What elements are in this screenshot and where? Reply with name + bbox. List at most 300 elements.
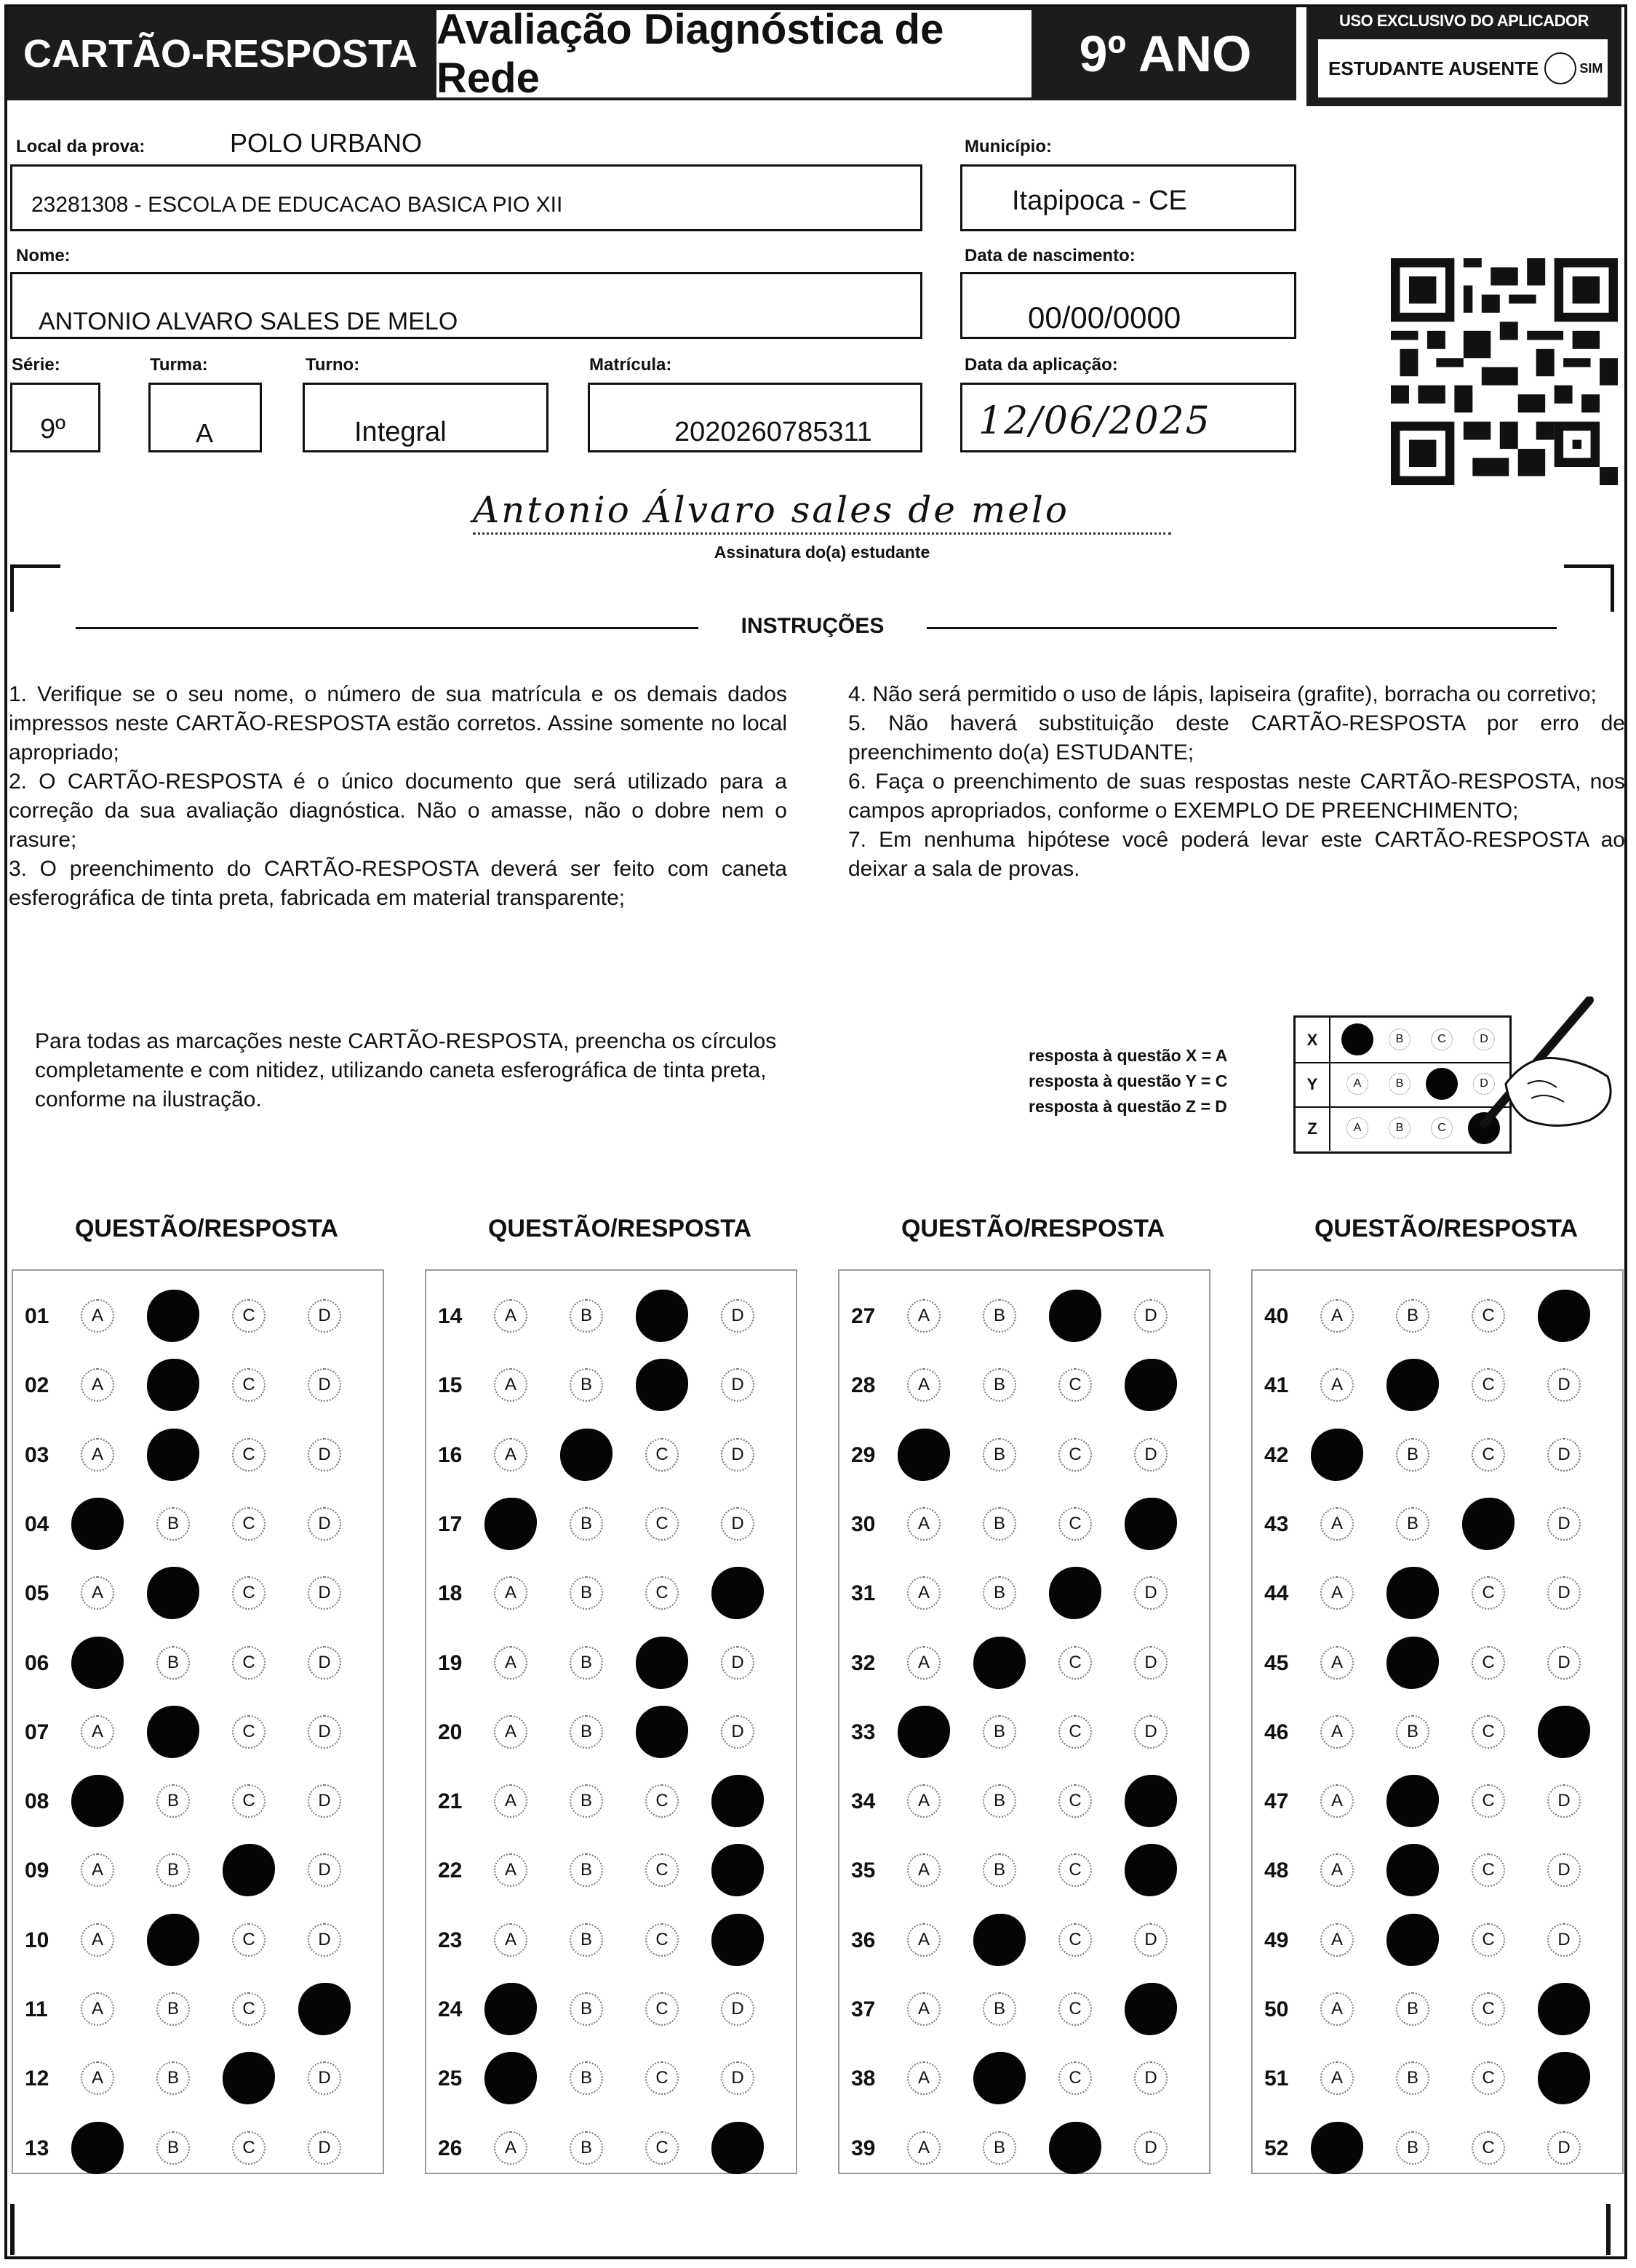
question-row [1251,1503,1624,1546]
nascimento-box [960,272,1296,339]
answer-bubble-filled[interactable] [147,1567,199,1619]
answer-bubble[interactable] [308,1507,341,1541]
turma-box [148,383,262,452]
answer-bubble[interactable] [570,1923,603,1957]
answer-bubble-filled[interactable] [1311,2122,1363,2174]
answer-bubble-filled[interactable] [711,1567,764,1619]
bubble-letter: D [1557,2137,1571,2157]
question-number: 01 [25,1304,49,1328]
answer-bubble[interactable] [1320,1646,1354,1680]
answer-bubble[interactable] [1058,1646,1092,1680]
answer-bubble[interactable] [645,1438,679,1472]
answer-bubble[interactable] [1058,1715,1092,1749]
answer-bubble[interactable] [308,1576,341,1610]
question-number: 47 [1264,1789,1289,1814]
answer-bubble[interactable] [721,1646,754,1680]
answer-bubble-filled[interactable] [1462,1498,1515,1550]
answer-bubble-filled[interactable] [147,1914,199,1966]
instructions-left [9,680,787,913]
answer-bubble[interactable] [1396,2061,1429,2095]
answer-bubble-filled[interactable] [223,2052,275,2104]
answer-bubble-filled[interactable] [147,1359,199,1411]
answer-bubble[interactable] [308,1438,341,1472]
answer-bubble[interactable] [494,2131,527,2165]
answer-bubble[interactable] [1547,1507,1581,1541]
answer-bubble[interactable] [494,1299,527,1333]
question-row [12,1642,384,1685]
answer-bubble[interactable] [1396,1715,1429,1749]
question-number: 52 [1264,2136,1289,2160]
answer-bubble[interactable] [1320,1853,1354,1887]
answer-bubble[interactable] [1320,1299,1354,1333]
bubble-letter: A [1330,1929,1343,1949]
answer-bubble[interactable] [156,1853,190,1887]
answer-bubble[interactable] [1134,2131,1168,2165]
answer-bubble[interactable] [494,1438,527,1472]
answer-bubble[interactable] [308,1299,341,1333]
answer-bubble-filled[interactable] [71,1637,124,1689]
answer-bubble[interactable] [1547,1646,1581,1680]
answer-bubble[interactable] [1058,1438,1092,1472]
answer-bubble[interactable] [721,1992,754,2026]
answer-bubble-filled[interactable] [711,2122,764,2174]
nome-box [10,272,922,339]
exam-title: Avaliação Diagnóstica de Rede [434,7,1034,100]
question-number: 38 [851,2067,876,2091]
bubble-letter: C [1482,1791,1495,1811]
answer-bubble[interactable] [1058,1368,1092,1402]
answer-bubble-filled[interactable] [71,2122,124,2174]
example-bubble: A [1346,1073,1368,1095]
corner-mark [10,2204,15,2255]
answer-bubble-filled[interactable] [973,1914,1026,1966]
answer-bubble[interactable] [907,1923,941,1957]
bubble-letter: D [731,1652,744,1672]
answer-bubble[interactable] [1320,1784,1354,1818]
answer-bubble-filled[interactable] [1311,1429,1363,1481]
answer-bubble[interactable] [1547,1368,1581,1402]
answer-bubble[interactable] [570,2131,603,2165]
answer-bubble[interactable] [1396,1507,1429,1541]
answer-bubble[interactable] [232,1438,266,1472]
question-number: 28 [851,1373,876,1398]
answer-bubble[interactable] [907,1299,941,1333]
answer-bubble[interactable] [1134,2061,1168,2095]
answer-bubble[interactable] [1472,1784,1505,1818]
answer-bubble[interactable] [645,1576,679,1610]
question-row [1251,1642,1624,1685]
answer-bubble-filled[interactable] [1125,1844,1177,1896]
answer-bubble[interactable] [721,1438,754,1472]
answer-bubble[interactable] [983,1853,1016,1887]
bubble-letter: C [242,1652,255,1672]
question-row [12,2057,384,2101]
ausente-box [1318,39,1608,97]
answer-bubble[interactable] [1320,1368,1354,1402]
answer-bubble[interactable] [721,1507,754,1541]
question-row [12,1711,384,1754]
answer-bubble[interactable] [1472,1715,1505,1749]
example-row-label: Z [1296,1106,1330,1151]
answer-bubble-filled[interactable] [1386,1914,1439,1966]
bubble-letter: B [580,1652,592,1672]
bubble-letter: B [993,1513,1005,1533]
answer-bubble[interactable] [645,2131,679,2165]
answer-bubble[interactable] [1134,1646,1168,1680]
bubble-letter: D [1557,1375,1571,1395]
answer-bubble[interactable] [983,1992,1016,2026]
answer-bubble[interactable] [570,1368,603,1402]
answer-bubble[interactable] [570,1576,603,1610]
signature-label: Assinatura do(a) estudante [714,543,930,562]
turno-value: Integral [354,417,447,447]
qr-code-icon [1391,256,1618,487]
answer-bubble-filled[interactable] [711,1914,764,1966]
question-number: 25 [438,2067,463,2091]
answer-bubble[interactable] [156,2131,190,2165]
answer-bubble-filled[interactable] [1538,1290,1590,1342]
answer-bubble[interactable] [1396,1299,1429,1333]
bubble-letter: D [318,1791,331,1811]
answer-bubble-filled[interactable] [636,1637,688,1689]
card-title: CARTÃO-RESPOSTA [7,7,434,100]
answer-bubble[interactable] [232,1923,266,1957]
answer-bubble[interactable] [907,1507,941,1541]
bubble-letter: A [917,1860,930,1880]
answer-bubble[interactable] [983,1576,1016,1610]
answer-bubble-filled[interactable] [147,1290,199,1342]
answer-bubble[interactable] [1547,1853,1581,1887]
answer-bubble[interactable] [232,1715,266,1749]
answer-bubble[interactable] [907,1992,941,2026]
answer-bubble[interactable] [721,1715,754,1749]
answer-bubble-filled[interactable] [71,1498,124,1550]
answer-bubble[interactable] [1547,1438,1581,1472]
answer-bubble[interactable] [983,1507,1016,1541]
answer-bubble[interactable] [645,1784,679,1818]
bubble-letter: B [167,1999,179,2019]
answer-bubble[interactable] [645,1507,679,1541]
answer-bubble[interactable] [232,1646,266,1680]
bubble-letter: B [993,1375,1005,1395]
answer-bubble[interactable] [907,2131,941,2165]
answer-bubble[interactable] [1320,1507,1354,1541]
answer-bubble[interactable] [494,1576,527,1610]
answer-bubble[interactable] [983,1299,1016,1333]
bubble-letter: A [504,1375,516,1395]
answer-bubble[interactable] [1058,1992,1092,2026]
answer-bubble[interactable] [1472,1992,1505,2026]
serie-box [10,383,100,452]
instruction-item: 1. Verifique se o seu nome, o número de sua matrícula e os demais dados impressos neste CARTÃO-RESPOSTA estão corretos. Assine somente no local apropriado; [9,682,787,764]
answer-bubble[interactable] [907,1576,941,1610]
answer-bubble[interactable] [1547,1784,1581,1818]
answer-bubble[interactable] [232,2131,266,2165]
answer-bubble[interactable] [570,1853,603,1887]
answer-bubble-filled[interactable] [898,1706,950,1758]
answer-bubble[interactable] [308,1715,341,1749]
question-row [1251,1572,1624,1616]
answer-bubble[interactable] [1547,1923,1581,1957]
corner-mark [1606,2204,1611,2255]
answer-bubble-filled[interactable] [1386,1844,1439,1896]
answer-bubble[interactable] [156,1992,190,2026]
answer-bubble[interactable] [1134,1438,1168,1472]
answer-bubble[interactable] [907,1853,941,1887]
answer-bubble[interactable] [983,1368,1016,1402]
answer-bubble[interactable] [232,1368,266,1402]
answer-bubble[interactable] [308,1368,341,1402]
answer-bubble[interactable] [81,1923,114,1957]
bubble-letter: C [242,1999,255,2019]
answer-bubble-filled[interactable] [1386,1775,1439,1827]
answer-bubble-filled[interactable] [973,2052,1026,2104]
question-row [1251,1780,1624,1824]
bubble-letter: C [242,1444,255,1464]
answer-bubble[interactable] [570,1992,603,2026]
answer-bubble[interactable] [308,1923,341,1957]
answer-bubble[interactable] [570,1299,603,1333]
question-row [12,1919,384,1962]
question-number: 34 [851,1789,876,1814]
answer-bubble[interactable] [156,2061,190,2095]
answer-bubble[interactable] [494,1368,527,1402]
bubble-letter: D [1144,2137,1157,2157]
grade-title: 9º ANO [1034,7,1296,100]
answer-bubble[interactable] [983,1438,1016,1472]
answer-bubble[interactable] [81,1438,114,1472]
answer-bubble[interactable] [81,1368,114,1402]
question-row [1251,1711,1624,1754]
bubble-letter: B [580,2068,592,2088]
answer-bubble[interactable] [645,1853,679,1887]
bubble-letter: B [580,1860,592,1880]
answer-bubble[interactable] [1058,1784,1092,1818]
answer-bubble-filled[interactable] [1386,1637,1439,1689]
bubble-letter: D [318,1721,331,1741]
example-row-label: X [1296,1018,1330,1062]
answer-bubble[interactable] [1320,1923,1354,1957]
answer-bubble[interactable] [721,2061,754,2095]
answer-bubble[interactable] [1472,1438,1505,1472]
question-row [1251,1295,1624,1338]
answer-bubble-filled[interactable] [147,1429,199,1481]
question-row [1251,1849,1624,1893]
question-row [425,1711,797,1754]
municipio-value: Itapipoca - CE [1012,185,1187,216]
answer-bubble-filled[interactable] [147,1706,199,1758]
answer-bubble[interactable] [308,1853,341,1887]
answer-bubble[interactable] [570,1715,603,1749]
answer-bubble[interactable] [907,1646,941,1680]
answer-bubble[interactable] [645,1923,679,1957]
answer-bubble[interactable] [1396,1438,1429,1472]
answer-bubble-filled[interactable] [1538,1706,1590,1758]
bubble-letter: A [917,1513,930,1533]
column-header: QUESTÃO/RESPOSTA [74,1215,339,1242]
question-number: 03 [25,1442,49,1467]
question-number: 02 [25,1373,49,1398]
answer-bubble[interactable] [907,1784,941,1818]
bubble-letter: A [91,1375,103,1395]
answer-bubble[interactable] [570,2061,603,2095]
answer-bubble[interactable] [232,1784,266,1818]
answer-bubble[interactable] [1058,1507,1092,1541]
answer-bubble-filled[interactable] [484,2052,537,2104]
answer-bubble[interactable] [308,1646,341,1680]
answer-bubble[interactable] [156,1784,190,1818]
answer-bubble[interactable] [1547,2131,1581,2165]
answer-bubble-filled[interactable] [1049,2122,1101,2174]
answer-bubble[interactable] [1058,2061,1092,2095]
answer-bubble[interactable] [1058,1923,1092,1957]
bubble-letter: C [655,1860,669,1880]
answer-bubble-filled[interactable] [560,1429,612,1481]
answer-bubble[interactable] [1472,1646,1505,1680]
answer-bubble[interactable] [721,1299,754,1333]
answer-bubble[interactable] [645,1992,679,2026]
answer-bubble[interactable] [81,1853,114,1887]
answer-bubble-filled[interactable] [973,1637,1026,1689]
bubble-letter: B [1406,2137,1418,2157]
answer-bubble-filled[interactable] [484,1498,537,1550]
answer-bubble[interactable] [1396,1992,1429,2026]
answer-bubble[interactable] [570,1784,603,1818]
answer-bubble[interactable] [570,1507,603,1541]
answer-bubble-filled[interactable] [298,1983,351,2035]
answer-bubble[interactable] [494,1853,527,1887]
bubble-letter: D [1144,1444,1157,1464]
answer-bubble-filled[interactable] [1049,1567,1101,1619]
answer-bubble[interactable] [1472,2131,1505,2165]
answer-bubble-filled[interactable] [636,1290,688,1342]
answer-bubble[interactable] [721,1368,754,1402]
aplicador-title: USO EXCLUSIVO DO APLICADOR [1338,12,1589,30]
bubble-letter: C [1069,1375,1082,1395]
answer-bubble[interactable] [81,1576,114,1610]
answer-bubble[interactable] [1320,1715,1354,1749]
question-number: 48 [1264,1858,1289,1883]
answer-bubble[interactable] [81,2061,114,2095]
answer-bubble[interactable] [308,2061,341,2095]
answer-bubble-filled[interactable] [1386,1359,1439,1411]
bubble-letter: B [580,1375,592,1395]
question-row [12,1364,384,1407]
answer-bubble[interactable] [1547,1576,1581,1610]
answer-bubble[interactable] [1134,1923,1168,1957]
answer-bubble[interactable] [156,1646,190,1680]
answer-bubble[interactable] [494,1646,527,1680]
bubble-letter: D [1144,2068,1157,2088]
bubble-letter: D [318,1860,331,1880]
answer-bubble[interactable] [1320,1576,1354,1610]
answer-bubble[interactable] [232,1299,266,1333]
answer-bubble-filled[interactable] [1538,1983,1590,2035]
answer-bubble-filled[interactable] [223,1844,275,1896]
answer-bubble-filled[interactable] [1125,1359,1177,1411]
question-number: 45 [1264,1650,1289,1675]
answer-bubble[interactable] [232,1576,266,1610]
question-number: 20 [438,1720,463,1744]
answer-bubble-filled[interactable] [1125,1983,1177,2035]
question-number: 46 [1264,1720,1289,1744]
answer-bubble-filled[interactable] [1125,1498,1177,1550]
answer-bubble[interactable] [232,1992,266,2026]
answer-bubble-filled[interactable] [1125,1775,1177,1827]
answer-bubble[interactable] [1472,1368,1505,1402]
ausente-bubble[interactable] [1544,52,1576,84]
answer-bubble[interactable] [1134,1576,1168,1610]
answer-bubble[interactable] [983,1784,1016,1818]
answer-bubble[interactable] [645,2061,679,2095]
answer-bubble-filled[interactable] [71,1775,124,1827]
answer-bubble-filled[interactable] [1538,2052,1590,2104]
answer-bubble[interactable] [907,2061,941,2095]
answer-bubble[interactable] [983,1715,1016,1749]
question-row [425,1849,797,1893]
bubble-letter: C [1482,1306,1495,1325]
answer-bubble[interactable] [1472,2061,1505,2095]
answer-bubble[interactable] [1472,1853,1505,1887]
answer-bubble[interactable] [1058,1853,1092,1887]
bubble-letter: A [91,1929,103,1949]
bubble-letter: C [1069,1721,1082,1741]
answer-bubble[interactable] [81,1299,114,1333]
question-row [838,1503,1210,1546]
answer-bubble-filled[interactable] [636,1706,688,1758]
answer-bubble-filled[interactable] [1049,1290,1101,1342]
answer-bubble[interactable] [1472,1576,1505,1610]
answer-bubble[interactable] [494,1784,527,1818]
answer-bubble[interactable] [1134,1715,1168,1749]
answer-bubble[interactable] [232,1507,266,1541]
question-row [1251,1434,1624,1477]
column-header: QUESTÃO/RESPOSTA [901,1215,1165,1242]
answer-bubble[interactable] [1396,2131,1429,2165]
answer-bubble-filled[interactable] [711,1844,764,1896]
answer-bubble[interactable] [308,2131,341,2165]
answer-bubble-filled[interactable] [1386,1567,1439,1619]
answer-bubble[interactable] [1472,1299,1505,1333]
answer-bubble-filled[interactable] [636,1359,688,1411]
answer-bubble[interactable] [983,2131,1016,2165]
answer-bubble[interactable] [1320,1992,1354,2026]
bubble-letter: C [1069,1929,1082,1949]
answer-bubble[interactable] [308,1784,341,1818]
question-row [1251,1919,1624,1962]
bubble-letter: C [242,2137,255,2157]
answer-bubble-filled[interactable] [484,1983,537,2035]
answer-bubble[interactable] [1320,2061,1354,2095]
answer-bubble[interactable] [494,1923,527,1957]
answer-bubble[interactable] [156,1507,190,1541]
answer-bubble-filled[interactable] [898,1429,950,1481]
answer-bubble[interactable] [1472,1923,1505,1957]
answer-bubble[interactable] [1134,1299,1168,1333]
answer-bubble[interactable] [494,1715,527,1749]
question-row [838,2057,1210,2101]
answer-bubble[interactable] [907,1368,941,1402]
bubble-letter: D [1557,1929,1571,1949]
bubble-letter: A [1330,1791,1343,1811]
bubble-letter: C [655,2137,669,2157]
question-number: 23 [438,1928,463,1952]
question-row [12,1572,384,1616]
answer-bubble-filled[interactable] [711,1775,764,1827]
answer-bubble[interactable] [570,1646,603,1680]
answer-bubble[interactable] [81,1715,114,1749]
answer-bubble[interactable] [81,1992,114,2026]
